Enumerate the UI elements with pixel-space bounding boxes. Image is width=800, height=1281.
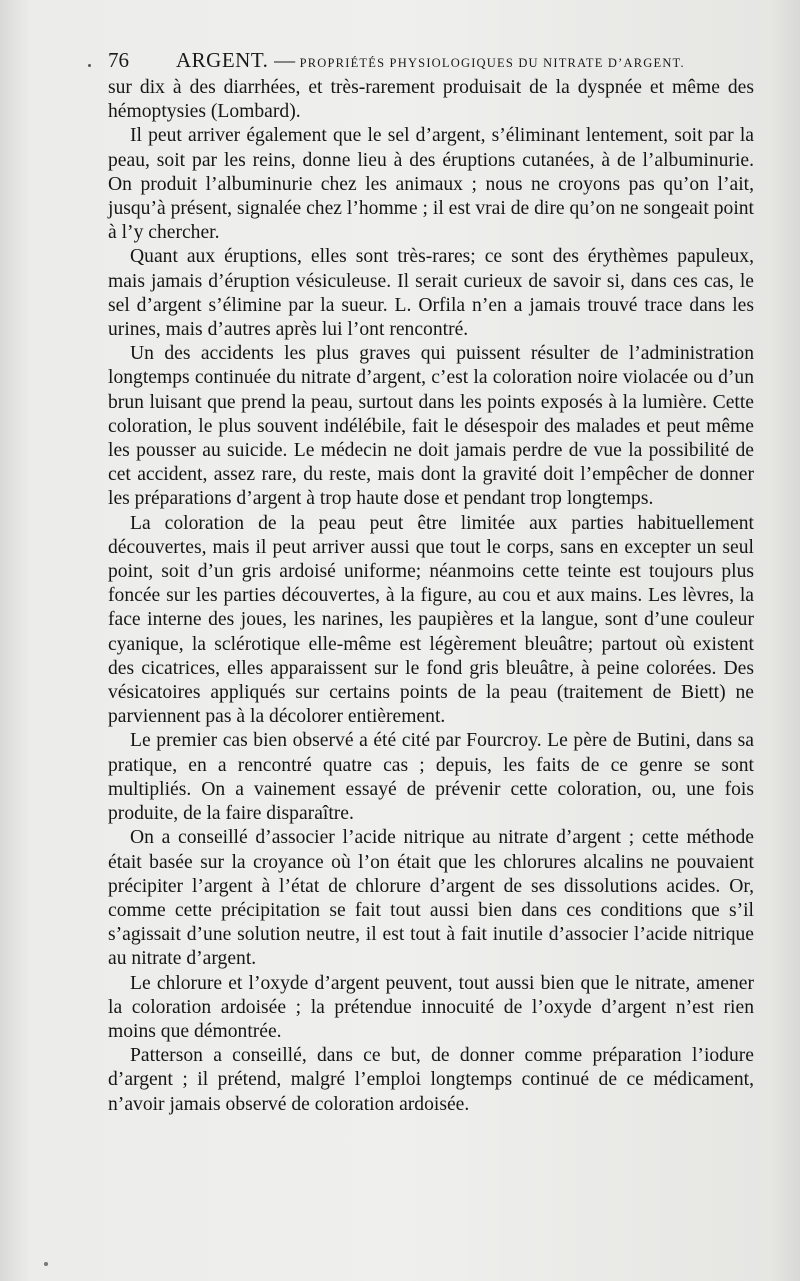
paragraph: On a conseillé d’associer l’acide nitrique au nitrate d’argent ; cette méthode était basée sur la croyance où l’on était que les chlorures alcalins ne pouvaient précipiter l’argent à l’état de chlorure d’argent de ses dissolutions acides. Or, comme cette précipitation se fait tout aussi bien dans ces conditions que s’il s’agissait d’une solution neutre, il est tout à fait inutile d’associer l’acide nitrique au nitrate d’argent. <box>108 827 754 970</box>
running-head <box>108 48 748 73</box>
paragraph: Le chlorure et l’oxyde d’argent peuvent, tout aussi bien que le nitrate, amener la coloration ardoisée ; la prétendue innocuité de l’oxyde d’argent n’est rien moins que démontrée. <box>108 972 754 1042</box>
paragraph: Patterson a conseillé, dans ce but, de donner comme préparation l’iodure d’argent ; il prétend, malgré l’emploi longtemps continué de ce médicament, n’avoir jamais observé de coloration ardoisée. <box>108 1045 754 1115</box>
paragraph: sur dix à des diarrhées, et très-rarement produisait de la dyspnée et même des hémoptysies (Lombard). <box>108 77 754 123</box>
paragraph: Quant aux éruptions, elles sont très-rares; ce sont des érythèmes papuleux, mais jamais d’éruption vésiculeuse. Il serait curieux de savoir si, dans ces cas, le sel d’argent s’élimine par la sueur. L. Orfila n’en a jamais trouvé trace dans les urines, mais d’autres après lui l’ont rencontré. <box>108 246 754 341</box>
paragraph: Le premier cas bien observé a été cité par Fourcroy. Le père de Butini, dans sa pratique, en a rencontré quatre cas ; depuis, les faits de ce genre se sont multipliés. On a vainement essayé de prévenir cette coloration, ou, une fois produite, de la faire disparaître. <box>108 730 754 825</box>
body-text <box>108 76 754 1117</box>
paragraph: Il peut arriver également que le sel d’argent, s’éliminant lentement, soit par la peau, soit par les reins, donne lieu à des éruptions cutanées, à de l’albuminurie. On produit l’albuminurie chez les animaux ; nous ne croyons pas qu’on l’ait, jusqu’à présent, signalée chez l’homme ; il est vrai de dire qu’on ne songeait point à l’y chercher. <box>108 125 754 244</box>
print-speck <box>88 64 91 67</box>
paragraph: Un des accidents les plus graves qui puissent résulter de l’administration longtemps continuée du nitrate d’argent, c’est la coloration noire violacée ou d’un brun luisant que prend la peau, surtout dans les points exposés à la lumière. Cette coloration, le plus souvent indélébile, fait le désespoir des malades et peut même les pousser au suicide. Le médecin ne doit jamais perdre de vue la possibilité de cet accident, assez rare, du reste, mais dont la gravité doit l’empêcher de donner les préparations d’argent à trop haute dose et pendant trop longtemps. <box>108 343 754 510</box>
paragraph: La coloration de la peau peut être limitée aux parties habituellement découvertes, mais il peut arriver aussi que tout le corps, sans en excepter un seul point, soit d’un gris ardoisé uniforme; néanmoins cette teinte est toujours plus foncée sur les parties découvertes, à la figure, au cou et aux mains. Les lèvres, la face interne des joues, les narines, les paupières et la langue, sont d’une couleur cyanique, la sclérotique elle-même est légèrement bleuâtre; partout où existent des cicatrices, elles apparaissent sur le fond gris bleuâtre, à peine colorées. Des vésicatoires appliqués sur certains points de la peau (traitement de Biett) ne parviennent pas à la décolorer entièrement. <box>108 512 754 728</box>
print-speck <box>44 1262 48 1266</box>
page-number: 76 <box>108 48 129 72</box>
running-subtitle: PROPRIÉTÉS PHYSIOLOGIQUES DU NITRATE D’ARGENT. <box>299 56 685 70</box>
running-title: ARGENT. — <box>176 48 296 72</box>
